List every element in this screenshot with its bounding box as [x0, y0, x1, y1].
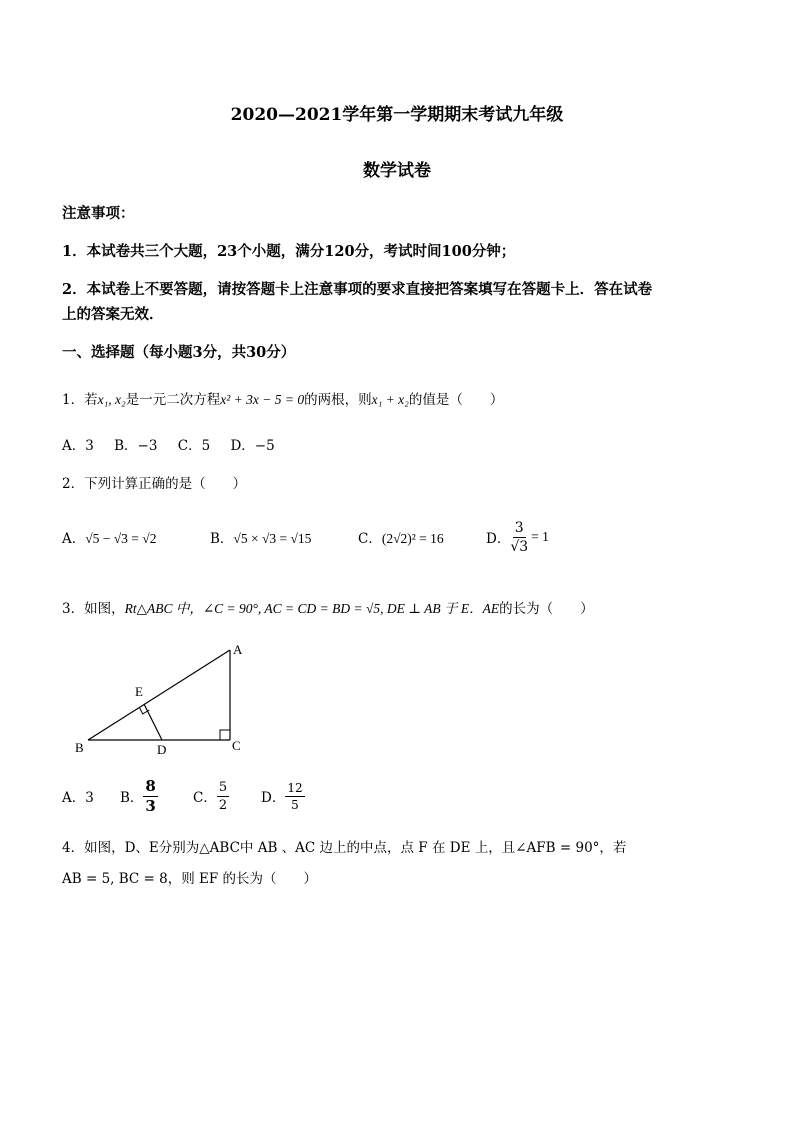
question-2-stem: 2．下列计算正确的是（ ）: [62, 476, 247, 492]
q2-option-a[interactable]: [62, 527, 210, 547]
exam-title: 2020—2021学年第一学期期末考试九年级: [230, 105, 564, 125]
label-a: A: [233, 642, 243, 657]
question-3: [62, 597, 594, 617]
label-c: C: [232, 738, 241, 753]
note-item-2-line1: 2．本试卷上不要答题，请按答题卡上注意事项的要求直接把答案填写在答题卡上．答在试卷: [62, 281, 653, 298]
q3-option-b[interactable]: [120, 776, 193, 815]
q3-option-d[interactable]: [261, 782, 305, 811]
q2-option-a-label: A．: [62, 531, 86, 547]
q2-option-d-tail: = 1: [531, 529, 549, 544]
q2-option-d-denominator: √3: [510, 538, 529, 555]
q3-suffix: 的长为（ ）: [499, 601, 594, 617]
q1-middle: 是一元二次方程: [125, 392, 221, 408]
q3-option-b-label: B．: [120, 790, 144, 806]
q3-option-c-numerator: 5: [218, 779, 228, 795]
q2-option-b[interactable]: [210, 527, 358, 547]
note-item-1: 1．本试卷共三个大题，23个小题，满分120分，考试时间100分钟；: [62, 243, 516, 260]
label-d: D: [157, 742, 167, 757]
q3-option-c-label: C．: [193, 790, 217, 806]
question-4-line1: 4．如图，D、E分别为△ABC中 AB 、AC 边上的中点，点 F 在 DE 上，且∠AFB = 90°，若: [62, 840, 627, 856]
side-ab: [88, 650, 230, 740]
q3-option-c[interactable]: [193, 781, 261, 812]
q2-option-c[interactable]: [358, 527, 486, 547]
q3-option-b-denominator: 3: [145, 796, 156, 815]
q1-prefix: 1．若: [62, 392, 98, 408]
q1-middle2: 的两根，则: [304, 392, 372, 408]
right-angle-c: [220, 730, 230, 740]
q2-options: [62, 520, 549, 554]
exam-subtitle: 数学试卷: [363, 161, 431, 181]
q2-option-d-label: D．: [486, 531, 511, 547]
question-4-line2: AB = 5, BC = 8，则 EF 的长为（ ）: [62, 871, 318, 887]
section-heading: 一、选择题（每小题3分，共30分）: [62, 344, 296, 361]
notes-heading: 注意事项：: [62, 205, 135, 222]
question-1: [62, 388, 503, 408]
q2-option-a-expr: √5 − √3 = √2: [85, 531, 157, 546]
q1-option-d[interactable]: D．−5: [230, 438, 275, 454]
note-item-2-line2: 上的答案无效．: [62, 306, 164, 323]
label-e: E: [135, 684, 143, 699]
q3-option-c-denominator: 2: [218, 797, 228, 813]
q3-option-b-fraction: [143, 776, 157, 815]
q3-option-c-fraction: [217, 781, 229, 812]
q3-option-d-label: D．: [261, 790, 286, 806]
label-b: B: [75, 740, 84, 755]
q2-option-b-expr: √5 × √3 = √15: [233, 531, 312, 546]
q3-triangle-figure: [60, 630, 260, 765]
q3-option-d-fraction: [285, 782, 304, 811]
q1-vars: x₁, x₂: [97, 392, 126, 407]
q2-option-c-label: C．: [358, 531, 382, 547]
q1-option-c[interactable]: C．5: [177, 438, 211, 454]
q3-option-b-numerator: 8: [145, 776, 156, 795]
q2-option-d[interactable]: [486, 521, 549, 554]
q2-option-b-label: B．: [210, 531, 234, 547]
q1-option-a[interactable]: A．3: [62, 438, 94, 454]
q2-option-d-numerator: 3: [514, 519, 524, 536]
q1-suffix: 的值是（ ）: [408, 392, 504, 408]
segment-de: [144, 704, 162, 740]
q1-equation: x² + 3x − 5 = 0: [220, 392, 305, 407]
q2-option-c-expr: (2√2)² = 16: [381, 531, 444, 546]
q1-expr: x₁ + x₂: [371, 392, 409, 407]
q3-option-d-denominator: 5: [291, 797, 299, 812]
q3-option-a[interactable]: A．3: [62, 790, 94, 806]
q3-prefix: 3．如图，: [62, 601, 125, 617]
q1-options: [62, 434, 291, 454]
q3-options: [62, 776, 305, 816]
q1-option-b[interactable]: B．−3: [114, 438, 158, 454]
q3-option-d-numerator: 12: [287, 780, 303, 795]
q3-condition: Rt△ABC 中，∠C = 90°, AC = CD = BD = √5, DE ⊥ AB 于 E．AE: [124, 601, 500, 616]
q2-option-d-fraction: [510, 521, 528, 554]
